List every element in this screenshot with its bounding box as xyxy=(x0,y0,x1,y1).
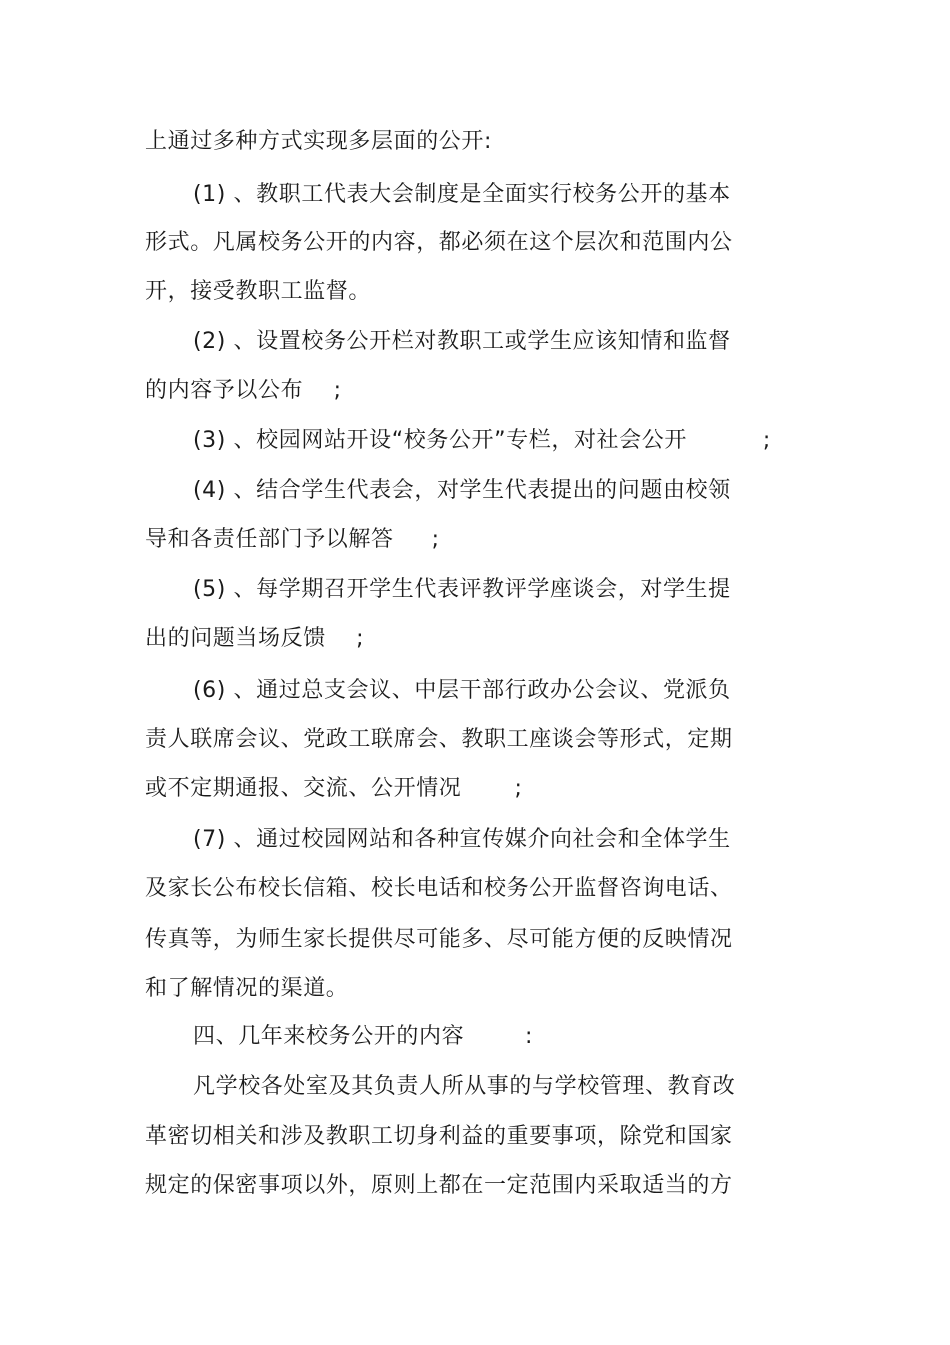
text-line: 规定的保密事项以外，原则上都在一定范围内采取适当的方 xyxy=(145,1173,733,1198)
text-line: (6) 、通过总支会议、中层干部行政办公会议、党派负 xyxy=(193,678,731,703)
text-line: 或不定期通报、交流、公开情况 ; xyxy=(145,776,523,801)
text-line: (3) 、校园网站开设“校务公开”专栏，对社会公开 ; xyxy=(193,428,771,453)
text-line: 的内容予以公布 ; xyxy=(145,378,342,403)
section-heading: 四、几年来校务公开的内容 : xyxy=(193,1024,533,1049)
text-line: (4) 、结合学生代表会，对学生代表提出的问题由校领 xyxy=(193,478,731,503)
text-line: 上通过多种方式实现多层面的公开: xyxy=(145,129,493,154)
text-line: 责人联席会议、党政工联席会、教职工座谈会等形式，定期 xyxy=(145,727,733,752)
text-line: (5) 、每学期召开学生代表评教评学座谈会，对学生提 xyxy=(193,577,731,602)
text-line: 形式。凡属校务公开的内容，都必须在这个层次和范围内公 xyxy=(145,230,733,255)
text-line: 及家长公布校长信箱、校长电话和校务公开监督咨询电话、 xyxy=(145,876,733,901)
text-line: (7) 、通过校园网站和各种宣传媒介向社会和全体学生 xyxy=(193,827,731,852)
text-line: 和了解情况的渠道。 xyxy=(145,976,349,1001)
text-line: 导和各责任部门予以解答 ; xyxy=(145,527,440,552)
text-line: 开，接受教职工监督。 xyxy=(145,279,372,304)
text-line: (1) 、教职工代表大会制度是全面实行校务公开的基本 xyxy=(193,182,731,207)
text-line: 凡学校各处室及其负责人所从事的与学校管理、教育改 xyxy=(193,1074,736,1099)
text-line: 传真等，为师生家长提供尽可能多、尽可能方便的反映情况 xyxy=(145,927,733,952)
text-line: 出的问题当场反馈 ; xyxy=(145,626,365,651)
text-line: 革密切相关和涉及教职工切身利益的重要事项，除党和国家 xyxy=(145,1124,733,1149)
text-line: (2) 、设置校务公开栏对教职工或学生应该知情和监督 xyxy=(193,329,731,354)
